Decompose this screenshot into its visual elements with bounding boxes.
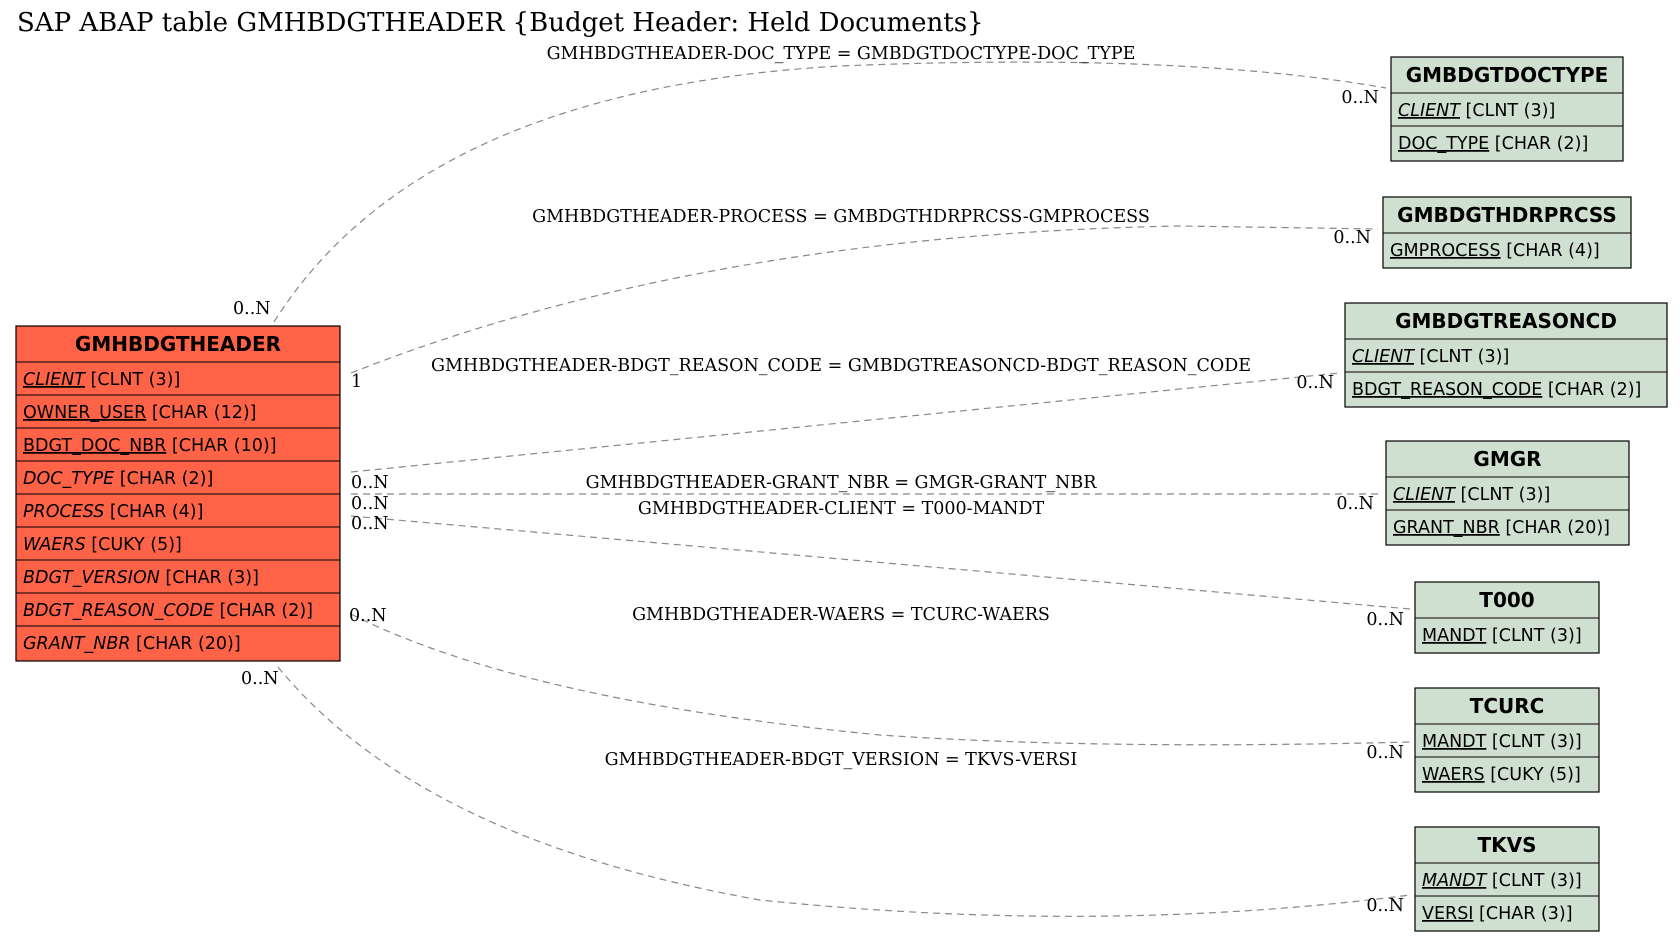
- relation-line: [274, 62, 1386, 322]
- field-name: WAERS: [1422, 765, 1485, 785]
- diagram-title: SAP ABAP table GMHBDGTHEADER {Budget Header: Held Documents}: [17, 8, 984, 38]
- field-name: PROCESS: [23, 502, 105, 522]
- table-name: GMBDGTREASONCD: [1395, 309, 1617, 333]
- table-gmbdgtreasoncd: [1345, 303, 1667, 407]
- field-type: [CUKY (5)]: [85, 535, 182, 555]
- field-row: [1422, 626, 1582, 646]
- table-name: GMGR: [1473, 447, 1542, 471]
- target-cardinality: 0..N: [1366, 896, 1404, 916]
- table-tkvs: [1415, 827, 1599, 931]
- field-name: GMPROCESS: [1390, 241, 1501, 261]
- field-name: BDGT_REASON_CODE: [23, 601, 214, 621]
- field-row: [23, 601, 313, 621]
- source-cardinality: 0..N: [349, 606, 387, 626]
- relation-label: GMHBDGTHEADER-BDGT_VERSION = TKVS-VERSI: [604, 750, 1078, 770]
- field-name: MANDT: [1422, 871, 1487, 891]
- field-row: [23, 568, 259, 588]
- field-type: [CUKY (5)]: [1484, 765, 1581, 785]
- field-row: [1398, 134, 1588, 154]
- table-name: TCURC: [1469, 694, 1545, 718]
- field-name: BDGT_REASON_CODE: [1352, 380, 1543, 400]
- field-type: [CHAR (4)]: [1500, 241, 1600, 261]
- source-cardinality: 0..N: [233, 299, 271, 319]
- field-row: [23, 469, 213, 489]
- field-row: [1393, 518, 1610, 538]
- field-type: [CHAR (2)]: [1542, 380, 1642, 400]
- relation-line: [351, 226, 1378, 373]
- field-name: MANDT: [1422, 626, 1487, 646]
- relation-label: GMHBDGTHEADER-GRANT_NBR = GMGR-GRANT_NBR: [585, 473, 1097, 493]
- table-tcurc: [1415, 688, 1599, 792]
- field-name: DOC_TYPE: [1398, 134, 1490, 154]
- table-name: T000: [1479, 588, 1535, 612]
- field-type: [CHAR (3)]: [159, 568, 259, 588]
- field-type: [CHAR (2)]: [213, 601, 314, 621]
- field-row: [1422, 765, 1581, 785]
- target-cardinality: 0..N: [1366, 610, 1404, 630]
- field-row: [23, 502, 203, 522]
- field-type: [CHAR (20)]: [1499, 518, 1610, 538]
- target-cardinality: 0..N: [1333, 228, 1371, 248]
- field-type: [CLNT (3)]: [1413, 347, 1510, 367]
- table-name: GMBDGTDOCTYPE: [1405, 63, 1609, 87]
- field-row: [1352, 347, 1509, 367]
- relation-line: [278, 667, 1410, 916]
- target-cardinality: 0..N: [1366, 743, 1404, 763]
- field-name: OWNER_USER: [23, 403, 147, 423]
- field-row: [1393, 485, 1550, 505]
- field-name: GRANT_NBR: [1393, 518, 1500, 538]
- field-row: [23, 535, 182, 555]
- field-type: [CHAR (10)]: [166, 436, 277, 456]
- field-name: CLIENT: [1352, 347, 1414, 367]
- source-cardinality: 0..N: [351, 514, 389, 534]
- field-type: [CLNT (3)]: [1454, 485, 1551, 505]
- table-name: TKVS: [1477, 833, 1537, 857]
- relation-labels: [431, 44, 1251, 770]
- field-name: DOC_TYPE: [23, 469, 115, 489]
- field-name: GRANT_NBR: [23, 634, 131, 654]
- source-cardinality: 0..N: [351, 473, 389, 493]
- table-gmbdgtdoctype: [1391, 57, 1623, 161]
- field-row: [1422, 871, 1582, 891]
- table-name: GMHBDGTHEADER: [74, 332, 282, 356]
- source-cardinality: 0..N: [351, 494, 389, 514]
- table-gmbdgthdrprcss: [1383, 197, 1631, 268]
- field-row: [23, 634, 241, 654]
- field-type: [CLNT (3)]: [84, 370, 181, 390]
- field-type: [CHAR (4)]: [104, 502, 204, 522]
- field-type: [CHAR (3)]: [1473, 904, 1573, 924]
- field-row: [23, 370, 180, 390]
- relation-line: [351, 373, 1340, 472]
- field-type: [CLNT (3)]: [1486, 626, 1582, 646]
- relation-label: GMHBDGTHEADER-BDGT_REASON_CODE = GMBDGTREASONCD-BDGT_REASON_CODE: [430, 356, 1252, 376]
- relation-line: [351, 614, 1410, 745]
- field-name: VERSI: [1422, 904, 1474, 924]
- field-type: [CLNT (3)]: [1486, 871, 1582, 891]
- field-row: [23, 403, 257, 423]
- field-name: MANDT: [1422, 732, 1487, 752]
- field-name: CLIENT: [1398, 101, 1460, 121]
- field-name: BDGT_VERSION: [23, 568, 160, 588]
- field-type: [CHAR (12)]: [146, 403, 257, 423]
- target-cardinality: 0..N: [1296, 373, 1334, 393]
- field-type: [CHAR (20)]: [130, 634, 241, 654]
- field-type: [CHAR (2)]: [114, 469, 214, 489]
- field-type: [CLNT (3)]: [1486, 732, 1582, 752]
- field-name: BDGT_DOC_NBR: [23, 436, 167, 456]
- tables: [16, 57, 1667, 931]
- field-name: CLIENT: [23, 370, 85, 390]
- field-type: [CHAR (2)]: [1489, 134, 1589, 154]
- table-gmhbdgtheader: [16, 326, 340, 661]
- relation-label: GMHBDGTHEADER-WAERS = TCURC-WAERS: [632, 605, 1050, 625]
- table-t000: [1415, 582, 1599, 653]
- relation-label: GMHBDGTHEADER-CLIENT = T000-MANDT: [637, 499, 1045, 519]
- relation-line: [351, 516, 1410, 609]
- field-row: [1390, 241, 1600, 261]
- relation-label: GMHBDGTHEADER-DOC_TYPE = GMBDGTDOCTYPE-DOC_TYPE: [546, 44, 1136, 64]
- field-row: [1398, 101, 1555, 121]
- source-cardinality: 0..N: [241, 669, 279, 689]
- field-row: [23, 436, 277, 456]
- relation-label: GMHBDGTHEADER-PROCESS = GMBDGTHDRPRCSS-GMPROCESS: [532, 207, 1150, 227]
- field-row: [1352, 380, 1641, 400]
- target-cardinality: 0..N: [1336, 494, 1374, 514]
- source-cardinality: 1: [351, 372, 363, 392]
- field-name: CLIENT: [1393, 485, 1455, 505]
- table-gmgr: [1386, 441, 1629, 545]
- field-row: [1422, 904, 1573, 924]
- field-row: [1422, 732, 1582, 752]
- field-name: WAERS: [23, 535, 86, 555]
- field-type: [CLNT (3)]: [1459, 101, 1556, 121]
- target-cardinality: 0..N: [1341, 88, 1379, 108]
- table-name: GMBDGTHDRPRCSS: [1397, 203, 1617, 227]
